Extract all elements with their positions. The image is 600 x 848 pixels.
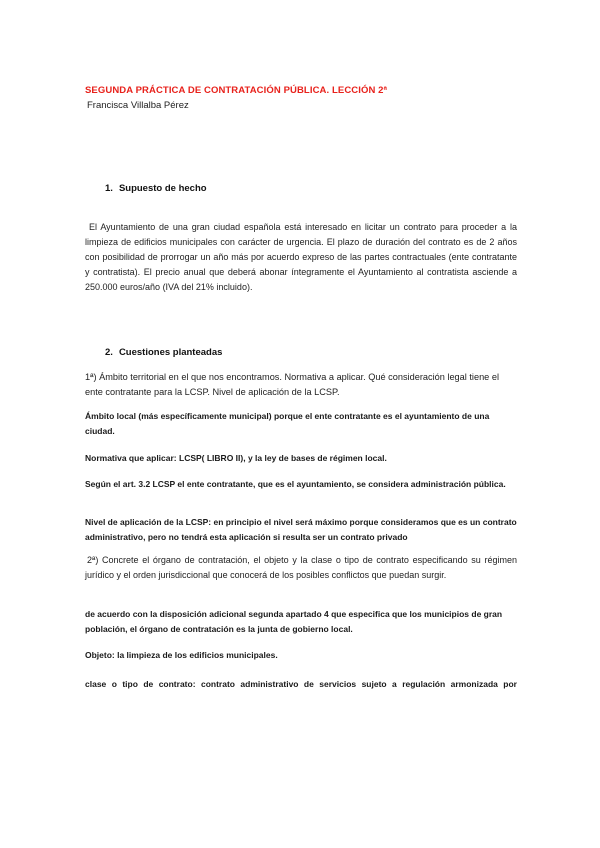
section-number: 2. — [105, 347, 113, 358]
answer-application-level: Nivel de aplicación de la LCSP: en principio el nivel será máximo porque consideramos que es un contrato administrativo, pero no tendrá esta aplicación si resulta ser un contrato privado — [85, 517, 517, 542]
question-1: 1ª) Ámbito territorial en el que nos encontramos. Normativa a aplicar. Qué consideración legal tiene el ente contratante para la LCSP. Nivel de aplicación de la LCSP. — [85, 372, 499, 397]
section-heading-cuestiones — [105, 347, 222, 358]
answer-article-3-2: Según el art. 3.2 LCSP el ente contratante, que es el ayuntamiento, se considera administración pública. — [85, 479, 506, 489]
section-heading-supuesto — [105, 183, 207, 194]
section-title: Supuesto de hecho — [118, 183, 207, 194]
answer-contract-class — [85, 677, 517, 692]
facts-paragraph: El Ayuntamiento de una gran ciudad española está interesado en licitar un contrato para proceder a la limpieza de edificios municipales con carácter de urgencia. El plazo de duración del contrato es de 2 años con posibilidad de prorrogar un año más por acuerdo expreso de las partes contractuales (ente contratante y contratista). El precio anual que deberá abonar íntegramente el Ayuntamiento al contratista asciende a 250.000 euros/año (IVA del 21% incluido). — [85, 222, 517, 292]
answer-contracting-organ: de acuerdo con la disposición adicional segunda apartado 4 que especifica que los municipios de gran población, el órgano de contratación es la junta de gobierno local. — [85, 609, 503, 634]
answer-contract-object: Objeto: la limpieza de los edificios municipales. — [85, 650, 278, 660]
author-name: Francisca Villalba Pérez — [87, 100, 189, 111]
document-title: SEGUNDA PRÁCTICA DE CONTRATACIÓN PÚBLICA. LECCIÓN 2ª — [85, 85, 388, 96]
section-number: 1. — [105, 183, 113, 194]
answer-contract-class-text: clase o tipo de contrato: contrato administrativo de servicios sujeto a regulación armonizada por — [85, 679, 517, 689]
answer-applicable-law: Normativa que aplicar: LCSP( LIBRO II), y la ley de bases de régimen local. — [85, 453, 387, 463]
answer-territorial-scope: Ámbito local (más específicamente municipal) porque el ente contratante es el ayuntamiento de una ciudad. — [85, 411, 490, 436]
section-title: Cuestiones planteadas — [118, 347, 223, 358]
question-2: 2ª) Concrete el órgano de contratación, el objeto y la clase o tipo de contrato especificando su régimen jurídico y el orden jurisdiccional que conocerá de los posibles conflictos que puedan surgir. — [85, 555, 517, 580]
